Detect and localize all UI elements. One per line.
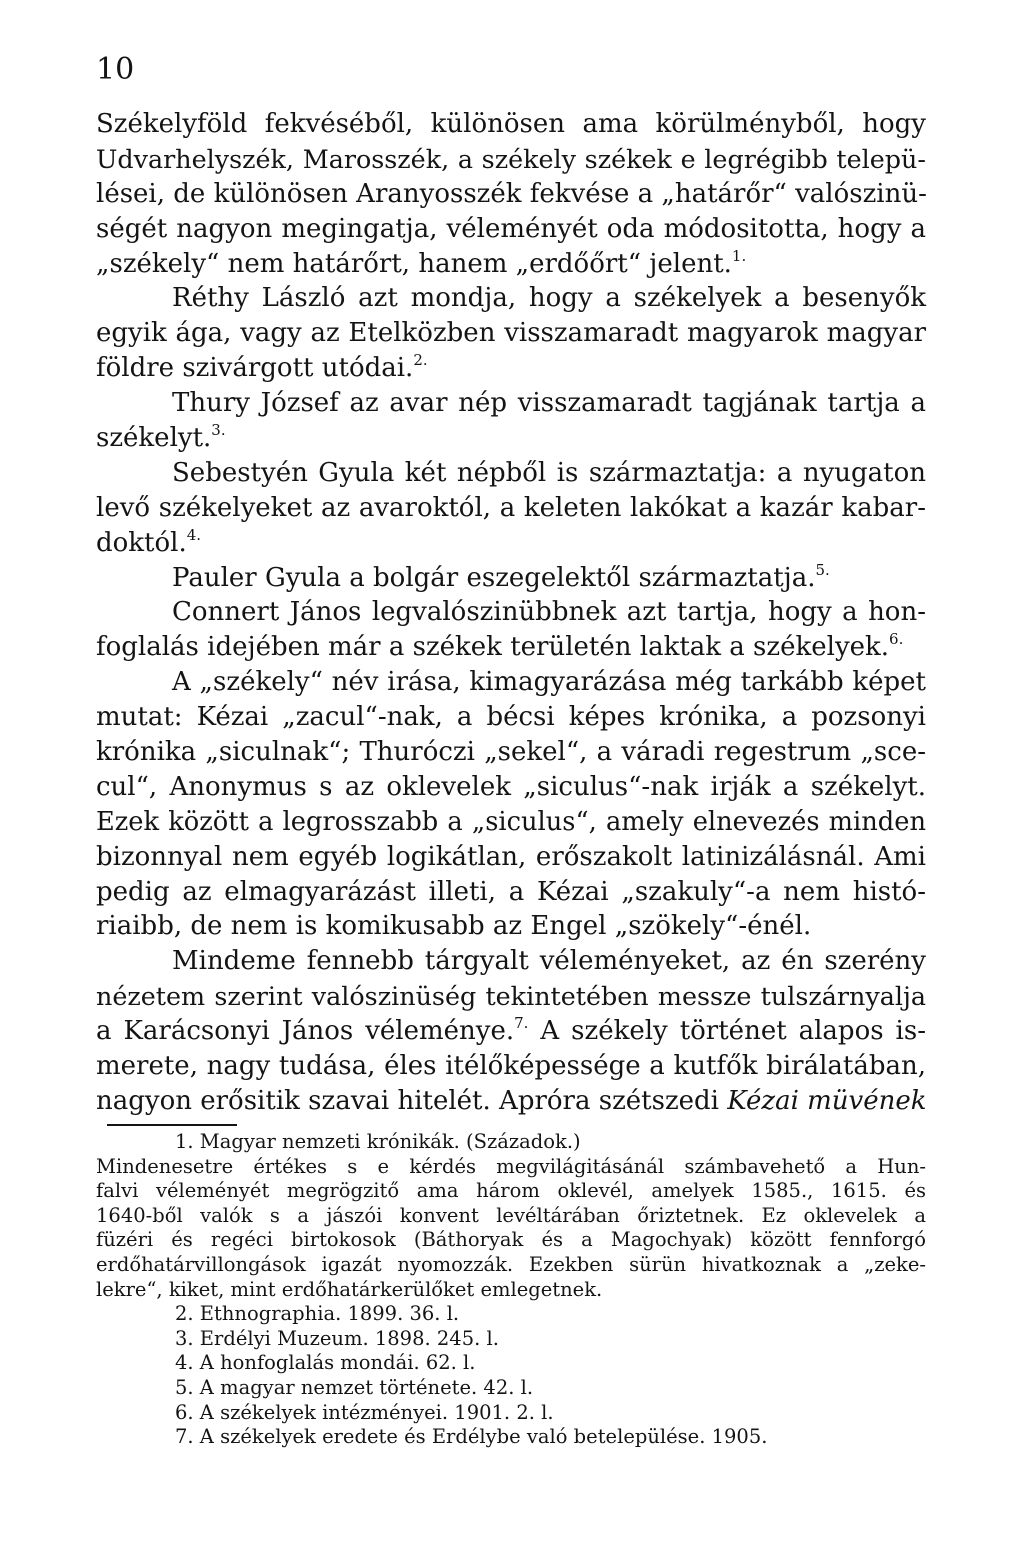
body-line <box>96 212 926 247</box>
body-line-continuation: A székely történet alapos is- <box>528 1016 926 1047</box>
footnote-line: Mindenesetre értékes s e kérdés megvilágitásánál számbavehető a Hun- <box>96 1154 926 1178</box>
body-line <box>96 909 926 944</box>
page-number: 10 <box>96 52 135 87</box>
body-line-text: riaibb, de nem is komikusabb az Engel „szökely“-énél. <box>96 911 812 942</box>
body-line <box>96 281 926 316</box>
body-line-text: krónika „siculnak“; Thuróczi „sekel“, a váradi regestrum „sce- <box>96 737 926 768</box>
body-line <box>96 735 926 770</box>
body-line <box>96 142 926 177</box>
body-line-text: cul“, Anonymus s az oklevelek „siculus“-nak irják a székelyt. <box>96 771 926 802</box>
footnote-ref: 1. <box>731 246 747 265</box>
body-line-text: lései, de különösen Aranyosszék fekvése a „határőr“ valószinü- <box>96 178 927 209</box>
footnote-ref: 5. <box>815 560 830 579</box>
body-line-text: földre szivárgott utódai. <box>96 353 414 384</box>
body-line-text: Székelyföld fekvéséből, különösen ama körülményből, hogy <box>96 109 926 139</box>
footnote-line: 2. Ethnographia. 1899. 36. l. <box>175 1302 460 1326</box>
body-line-text: nézetem szerint valószinüség tekintetében messze tulszárnyalja <box>96 981 926 1012</box>
body-line <box>96 247 926 282</box>
footnotes <box>96 1130 926 1450</box>
body-line-text: merete, nagy tudása, éles itélőképessége a kutfők birálatában, <box>96 1051 926 1082</box>
body-line <box>96 700 926 735</box>
body-line-text: Ezek között a legrosszabb a „siculus“, amely elnevezés minden <box>96 806 926 837</box>
body-line <box>96 630 926 665</box>
body-line <box>96 456 926 491</box>
body-line-text: Connert János legvalószinübbnek azt tartja, hogy a hon- <box>172 597 926 628</box>
body-line-text: bizonnyal nem egyéb logikátlan, erőszakolt latinizálásnál. Ami <box>96 841 926 872</box>
footnote-line: 1640-ből valók s a jászói konvent levéltárában őriztetnek. Ez oklevelek a <box>96 1203 926 1227</box>
body-line-text: Pauler Gyula a bolgár eszegelektől származtatja. <box>172 562 816 593</box>
body-line-text: levő székelyeket az avaroktól, a keleten lakókat a kazár kabar- <box>96 492 926 523</box>
body-line-text: mutat: Kézai „zacul“-nak, a bécsi képes krónika, a pozsonyi <box>96 702 926 733</box>
body-line <box>96 316 926 351</box>
body-line-text: nagyon erősitik szavai hitelét. Apróra szétszedi <box>96 1085 728 1116</box>
body-line-text: foglalás idejében már a székek területén laktak a székelyek. <box>96 632 890 663</box>
body-line-text: Thury József az avar nép visszamaradt tagjának tartja a <box>172 388 926 419</box>
body-line <box>96 1014 926 1049</box>
body-text <box>96 107 926 1119</box>
footnote-line: 5. A magyar nemzet története. 42. l. <box>175 1375 534 1399</box>
body-line <box>96 840 926 875</box>
body-line-text: Réthy László azt mondja, hogy a székelyek a besenyők <box>172 283 926 314</box>
body-line <box>96 1084 926 1119</box>
body-line <box>96 944 926 979</box>
footnote-line: erdőhatárvillongások igazát nyomozzák. Ezekben sürün hivatkoznak a „zeke- <box>96 1252 926 1276</box>
body-line <box>96 526 926 561</box>
body-line <box>96 595 926 630</box>
body-line-text: a Karácsonyi János véleménye. <box>96 1016 515 1047</box>
italic-title: Kézai müvének <box>727 1085 927 1116</box>
footnote-ref: 6. <box>889 630 904 649</box>
footnote-line: lekre“, kiket, mint erdőhatárkerülőket emlegetnek. <box>96 1277 603 1301</box>
body-line <box>96 665 926 700</box>
body-line <box>96 107 926 142</box>
footnote-ref: 4. <box>186 525 202 544</box>
body-line <box>96 875 926 910</box>
footnote-line: falvi véleményét megrögzitő ama három oklevél, amelyek 1585., 1615. és <box>96 1179 926 1203</box>
body-line-text: Sebestyén Gyula két népből is származtatja: a nyugaton <box>172 457 926 488</box>
body-line <box>96 1049 926 1084</box>
body-line-text: Mindeme fennebb tárgyalt véleményeket, az én szerény <box>172 946 926 977</box>
body-line-text: ségét nagyon megingatja, véleményét oda módositotta, hogy a <box>96 213 926 244</box>
footnote-line: 6. A székelyek intézményei. 1901. 2. l. <box>175 1400 554 1424</box>
footnote-line: 7. A székelyek eredete és Erdélybe való betelepülése. 1905. <box>175 1425 768 1449</box>
footnote-ref: 3. <box>211 421 226 440</box>
body-line-text: „székely“ nem határőrt, hanem „erdőőrt“ jelent. <box>96 248 732 279</box>
body-line <box>96 561 926 596</box>
body-line-text: A „székely“ név irása, kimagyarázása még tarkább képet <box>172 667 926 698</box>
body-line <box>96 805 926 840</box>
body-line <box>96 979 926 1014</box>
body-line <box>96 351 926 386</box>
footnote-ref: 7. <box>514 1014 529 1033</box>
footnote-separator <box>107 1124 237 1126</box>
footnote-line: füzéri és regéci birtokosok (Báthoryak és a Magochyak) között fennforgó <box>96 1228 926 1252</box>
footnote-line: 4. A honfoglalás mondái. 62. l. <box>175 1351 476 1375</box>
footnote-line: 3. Erdélyi Muzeum. 1898. 245. l. <box>175 1326 499 1350</box>
body-line-text: Udvarhelyszék, Marosszék, a székely székek e legrégibb telepü- <box>96 143 926 174</box>
body-line-text: doktól. <box>96 527 187 558</box>
footnote-line: 1. Magyar nemzeti krónikák. (Századok.) <box>175 1130 581 1153</box>
body-line <box>96 177 926 212</box>
body-line <box>96 421 926 456</box>
footnote-ref: 2. <box>413 351 428 370</box>
body-line <box>96 770 926 805</box>
body-line-text: székelyt. <box>96 423 212 454</box>
body-line <box>96 386 926 421</box>
body-line-text: pedig az elmagyarázást illeti, a Kézai „szakuly“-a nem histó- <box>96 876 926 907</box>
body-line <box>96 491 926 526</box>
body-line-text: egyik ága, vagy az Etelközben visszamaradt magyarok magyar <box>96 318 926 349</box>
